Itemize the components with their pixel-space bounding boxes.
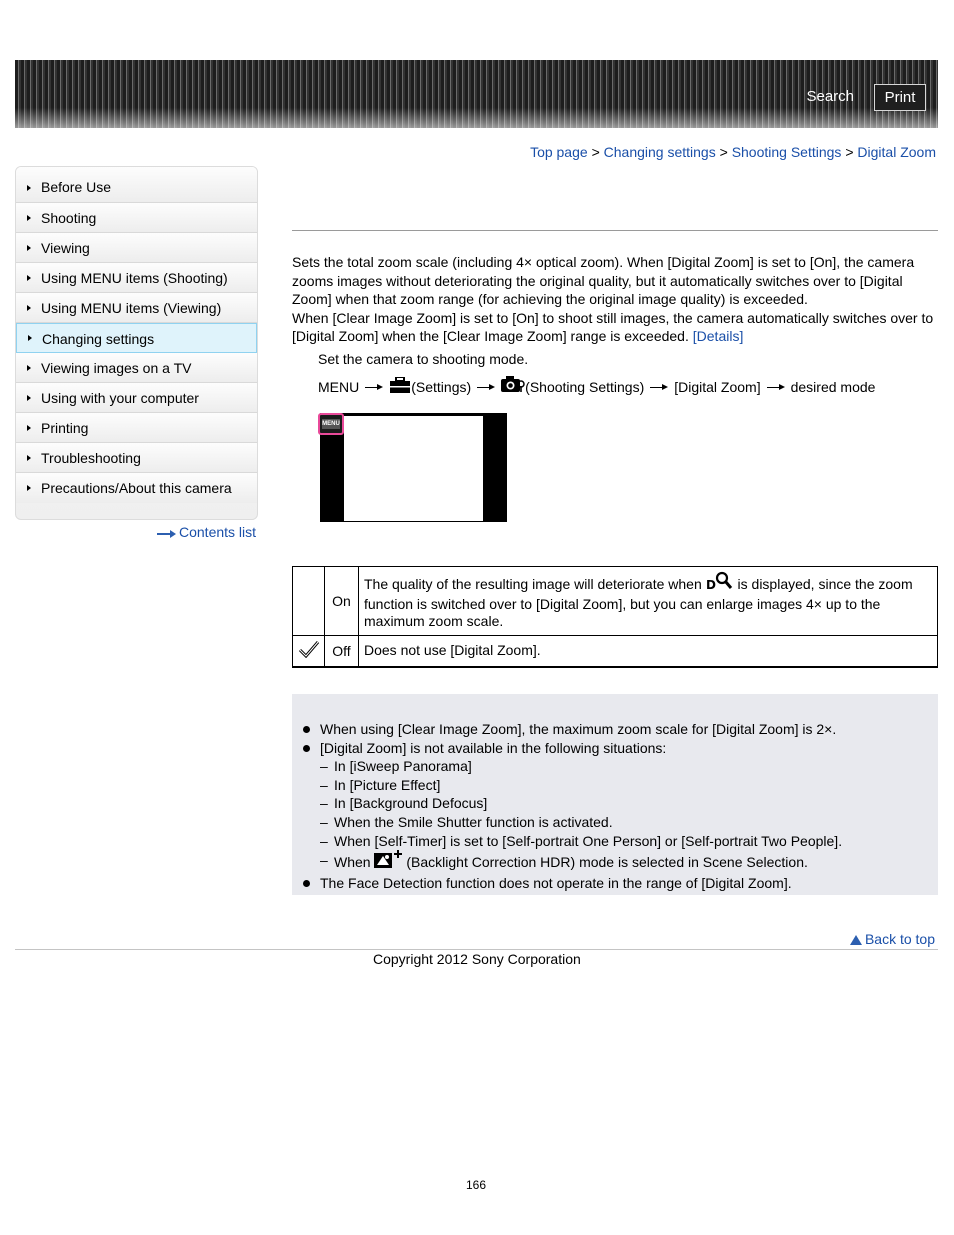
list-item bbox=[302, 874, 932, 893]
sidebar-item-label: Precautions/About this camera bbox=[41, 480, 232, 496]
menu-label: MENU bbox=[318, 378, 360, 395]
mode-description: Does not use [Digital Zoom]. bbox=[359, 635, 938, 667]
mode-description-text: is displayed, since the zoom function is switched over to [Digital Zoom], but you can enlarge images 4× up to the maximum zoom scale. bbox=[364, 576, 913, 629]
desired-mode-label: desired mode bbox=[790, 378, 876, 395]
step-1: Set the camera to shooting mode. bbox=[318, 351, 529, 367]
search-button[interactable]: Search bbox=[806, 88, 854, 105]
note-text: When bbox=[334, 854, 371, 871]
breadcrumb-separator: > bbox=[591, 144, 600, 160]
arrow-right-icon bbox=[27, 365, 31, 371]
shooting-settings-label: (Shooting Settings) bbox=[525, 378, 645, 395]
breadcrumb-top-page[interactable]: Top page bbox=[530, 144, 588, 160]
copyright: Copyright 2012 Sony Corporation bbox=[373, 951, 581, 967]
list-item bbox=[302, 850, 932, 874]
sidebar-item-viewing-tv[interactable] bbox=[16, 353, 257, 383]
bullet-icon bbox=[303, 726, 310, 733]
description bbox=[292, 253, 938, 346]
description-paragraph: Sets the total zoom scale (including 4× optical zoom). When [Digital Zoom] is set to [On], the camera zooms images without deteriorating the original quality, but it automatically switches over to [Digital Zoom] when that zoom range (for achieving the original image quality) is exceeded. bbox=[292, 254, 915, 307]
dash-icon: – bbox=[320, 852, 328, 869]
arrow-right-icon bbox=[477, 383, 495, 391]
sidebar-item-label: Using MENU items (Viewing) bbox=[41, 300, 222, 316]
note-text: When the Smile Shutter function is activated. bbox=[334, 813, 613, 830]
table-row bbox=[293, 635, 938, 667]
table-row bbox=[293, 567, 938, 636]
note-text: When [Self-Timer] is set to [Self-portrait One Person] or [Self-portrait Two People]. bbox=[334, 832, 843, 849]
list-item bbox=[302, 720, 932, 739]
back-to-top-link[interactable] bbox=[850, 931, 935, 947]
modes-table bbox=[292, 566, 938, 668]
dash-icon: – bbox=[320, 813, 328, 830]
sidebar-item-troubleshooting[interactable] bbox=[16, 443, 257, 473]
back-to-top-label: Back to top bbox=[864, 931, 935, 947]
sidebar-item-label: Using with your computer bbox=[41, 390, 199, 406]
sidebar-item-label: Printing bbox=[41, 420, 89, 436]
sidebar-item-label: Using MENU items (Shooting) bbox=[41, 270, 228, 286]
breadcrumb-separator: > bbox=[719, 144, 728, 160]
triangle-up-icon bbox=[850, 935, 862, 945]
mode-description-text: The quality of the resulting image will deteriorate when bbox=[364, 576, 702, 592]
sidebar-item-precautions[interactable] bbox=[16, 473, 257, 503]
note-text: When using [Clear Image Zoom], the maximum zoom scale for [Digital Zoom] is 2×. bbox=[320, 721, 837, 737]
step-2 bbox=[318, 376, 875, 397]
arrow-right-icon bbox=[767, 383, 785, 391]
note-text: In [Picture Effect] bbox=[334, 776, 441, 793]
mode-label: Off bbox=[325, 635, 359, 667]
arrow-right-icon bbox=[27, 455, 31, 461]
arrow-right-icon bbox=[157, 529, 177, 537]
default-indicator-cell bbox=[293, 635, 325, 667]
menu-label: MENU bbox=[322, 421, 340, 427]
note-text: [Digital Zoom] is not available in the following situations: bbox=[320, 739, 667, 756]
description-paragraph-2 bbox=[292, 309, 938, 346]
header-bar bbox=[15, 60, 938, 128]
breadcrumb bbox=[530, 144, 936, 160]
description-text: When [Clear Image Zoom] is set to [On] to shoot still images, the camera automatically switches over to [Digital Zoom] when the [Clear Image Zoom] range is exceeded. bbox=[292, 309, 934, 344]
arrow-right-icon bbox=[28, 335, 32, 341]
list-item bbox=[302, 739, 932, 758]
details-link[interactable]: [Details] bbox=[692, 328, 744, 344]
menu-button-highlight bbox=[318, 413, 344, 435]
sidebar-item-before-use[interactable] bbox=[16, 167, 257, 203]
settings-label: (Settings) bbox=[411, 378, 472, 395]
dash-icon: – bbox=[320, 832, 328, 849]
contents-list-label: Contents list bbox=[179, 524, 257, 540]
note-text: In [iSweep Panorama] bbox=[334, 758, 472, 775]
bullet-icon bbox=[303, 880, 310, 887]
sidebar-item-label: Viewing images on a TV bbox=[41, 360, 192, 376]
page-number: 166 bbox=[466, 1178, 487, 1192]
sidebar-item-printing[interactable] bbox=[16, 413, 257, 443]
arrow-right-icon bbox=[27, 395, 31, 401]
mode-label: On bbox=[325, 567, 359, 636]
sidebar-nav bbox=[15, 166, 258, 520]
arrow-right-icon bbox=[27, 485, 31, 491]
dash-icon: – bbox=[320, 758, 328, 775]
sidebar-item-label: Troubleshooting bbox=[41, 450, 141, 466]
svg-text:D: D bbox=[705, 578, 716, 591]
list-item bbox=[302, 813, 932, 832]
dash-icon: – bbox=[320, 776, 328, 793]
breadcrumb-digital-zoom[interactable]: Digital Zoom bbox=[857, 144, 936, 160]
backlight-hdr-icon bbox=[374, 850, 402, 874]
sidebar-item-label: Before Use bbox=[41, 179, 112, 195]
sidebar-item-menu-viewing[interactable] bbox=[16, 293, 257, 323]
breadcrumb-shooting-settings[interactable]: Shooting Settings bbox=[731, 144, 842, 160]
default-indicator-cell bbox=[293, 567, 325, 636]
print-button[interactable]: Print bbox=[874, 84, 926, 111]
dash-icon: – bbox=[320, 795, 328, 812]
arrow-right-icon bbox=[27, 185, 31, 191]
list-item bbox=[302, 757, 932, 776]
digital-zoom-label: [Digital Zoom] bbox=[674, 378, 761, 395]
sidebar-item-label: Viewing bbox=[41, 240, 90, 256]
list-item bbox=[302, 794, 932, 813]
arrow-right-icon bbox=[27, 425, 31, 431]
toolbox-icon bbox=[389, 377, 411, 397]
breadcrumb-separator: > bbox=[845, 144, 854, 160]
arrow-right-icon bbox=[365, 383, 383, 391]
arrow-right-icon bbox=[27, 215, 31, 221]
arrow-right-icon bbox=[27, 305, 31, 311]
note-text: In [Background Defocus] bbox=[334, 795, 488, 812]
arrow-right-icon bbox=[27, 275, 31, 281]
sidebar-item-shooting[interactable] bbox=[16, 203, 257, 233]
screen-display bbox=[344, 416, 483, 521]
mode-description bbox=[359, 567, 938, 636]
camera-settings-icon bbox=[501, 376, 525, 397]
bullet-icon bbox=[303, 745, 310, 752]
breadcrumb-changing-settings[interactable]: Changing settings bbox=[603, 144, 716, 160]
checkmark-icon bbox=[298, 645, 320, 661]
footer-divider bbox=[15, 949, 938, 950]
title-divider bbox=[292, 230, 938, 231]
sidebar-item-label: Shooting bbox=[41, 210, 97, 226]
list-item bbox=[302, 776, 932, 795]
notes-box bbox=[292, 694, 938, 895]
note-text: The Face Detection function does not operate in the range of [Digital Zoom]. bbox=[320, 875, 792, 892]
sidebar-item-viewing[interactable] bbox=[16, 233, 257, 263]
sidebar-item-computer[interactable] bbox=[16, 383, 257, 413]
note-text: (Backlight Correction HDR) mode is selected in Scene Selection. bbox=[406, 854, 808, 871]
arrow-right-icon bbox=[27, 245, 31, 251]
notes-list bbox=[302, 720, 932, 893]
sidebar-item-changing-settings[interactable] bbox=[16, 323, 257, 353]
digital-zoom-icon bbox=[706, 571, 734, 596]
contents-list-link[interactable] bbox=[157, 524, 256, 540]
list-item bbox=[302, 832, 932, 851]
sidebar-item-label: Changing settings bbox=[42, 331, 155, 347]
sidebar-item-menu-shooting[interactable] bbox=[16, 263, 257, 293]
arrow-right-icon bbox=[650, 383, 668, 391]
camera-screen-illustration bbox=[320, 413, 507, 522]
